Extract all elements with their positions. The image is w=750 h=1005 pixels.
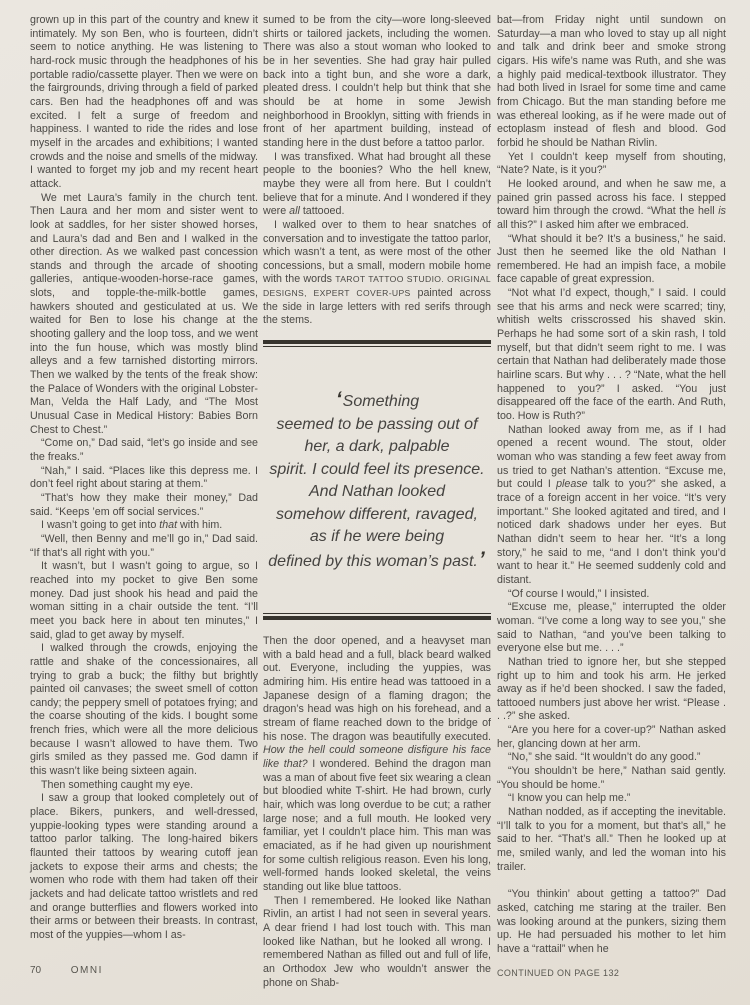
body-paragraph: “Excuse me, please,” interrupted the older woman. “I’ve come a long way to see you,” she said to Nathan, “and you’ve been talking to everyone else but me. . . .” xyxy=(497,601,726,655)
body-paragraph: It wasn’t, but I wasn’t going to argue, so I reached into my pocket to give Ben some money. Dad just shook his head and paid the woman sitting in a chair outside the tent. “I’ll meet you back here in about ten minutes,” I said, glad to get away by myself. xyxy=(30,560,258,641)
body-paragraph: “Well, then Benny and me’ll go in,” Dad said. “If that’s all right with you.” xyxy=(30,532,258,559)
body-paragraph: Nathan nodded, as if accepting the inevitable. “I’ll talk to you for a moment, but that’s all,” he said to her. “That’s all.” Then he looked up at me, smiled wanly, and led the woman into his trailer. xyxy=(497,806,726,873)
pull-quote-line: her, a dark, palpable xyxy=(304,438,450,456)
body-paragraph: grown up in this part of the country and knew it intimately. My son Ben, who is fourteen, didn’t seem to notice anything. He was listening to hard-rock music through the headphones of his portable radio/cassette player. Then we were on the fairgrounds, driving through a field of parked cars. Ben had the headphones off and was excited. I felt a surge of freedom and happiness. I wanted to ride the rides and lose myself in the arcades and exhibitions; I wanted crowds and the noise and smells of the midway. I wanted to forget my job and my recent heart attack. xyxy=(30,14,258,190)
footer-left xyxy=(30,965,103,976)
body-paragraph: Then I remembered. He looked like Nathan Rivlin, an artist I had not seen in several years. A dear friend I had lost touch with. This man looked like Nathan, but he looked all wrong. I remembered Nathan as filled out and full of life, an Orthodox Jew who wouldn’t answer the phone on Shab- xyxy=(263,894,491,989)
body-paragraph: Then something caught my eye. xyxy=(41,778,194,791)
pull-quote-line: seemed to be passing out of xyxy=(276,415,478,433)
body-paragraph: Nathan tried to ignore her, but she stepped right up to him and took his arm. He jerked away as if he’d been shocked. I saw the faded, tattooed numbers just above her wrist. “Please . . .?” she asked. xyxy=(497,655,726,723)
body-paragraph: I was transfixed. What had brought all these people to the boonies? Who the hell knew, maybe they were all from here. But I couldn’t believe that for a minute. And I wondered if they were all tattooed. xyxy=(263,150,491,218)
pull-quote-divider xyxy=(263,340,491,347)
body-paragraph: Nathan looked away from me, as if I had opened a recent wound. The stout, older woman who was standing a few feet away from us tried to get Nathan’s attention. “Excuse me, but could I please talk to you?” she asked, a trace of a foreign accent in her voice. “It’s very important.” She looked agitated and tired, and I noticed dark shadows under her eyes. But Nathan didn’t seem to hear her. “It’s a long story,” he said to me, “and I don’t think you’d want to hear it.” He seemed suddenly cold and distant. xyxy=(497,423,726,586)
text-column-2 xyxy=(263,14,491,990)
body-paragraph: “Are you here for a cover-up?” Nathan asked her, glancing down at her arm. xyxy=(497,724,726,750)
body-paragraph: He looked around, and when he saw me, a pained grin passed across his face. I stepped toward him through the crowd. “What the hell is all this?” I asked him after we embraced. xyxy=(497,177,726,231)
body-paragraph: “No,” she said. “It wouldn’t do any good.” xyxy=(508,751,701,764)
page-number: 70 xyxy=(30,965,42,976)
pull-quote-line: ‘Something xyxy=(335,388,420,412)
body-paragraph: “Come on,” Dad said, “let’s go inside and see the freaks.” xyxy=(30,437,258,463)
magazine-title: OMNI xyxy=(70,965,103,976)
body-paragraph: “Nah,” I said. “Places like this depress me. I don’t feel right about staring at them.” xyxy=(30,464,258,491)
body-paragraph: We met Laura’s family in the church tent. Then Laura and her mom and sister went to look at saddles, for her sister showed horses, and Laura’s dad and Ben and I walked in the other direction. As we walked past concession stands and through the arcade of shooting galleries, antique-wooden-horse-race games, slots, and topple-the-milk-bottle games, hawkers shouted and gesticulated at us. We waited for Ben to lose his change at the shooting gallery and the loop toss, and we went into the fun house, which was mostly blind alleys and a few tarnished distorting mirrors. Then we walked by the tents of the freak show: the Palace of Wonders with the original Lobster-Man, Velda the Half Lady, and “The Most Unusual Case in Medical History: Babies Born Chest to Chest.” xyxy=(30,191,258,436)
pull-quote-line: somehow different, ravaged, xyxy=(276,505,478,523)
pull-quote-line: defined by this woman’s past.’ xyxy=(268,547,485,571)
body-paragraph: I wasn’t going to get into that with him. xyxy=(41,519,223,532)
body-paragraph: Yet I couldn’t keep myself from shouting, “Nate? Nate, is it you?” xyxy=(497,150,726,177)
body-paragraph: I saw a group that looked completely out of place. Bikers, punkers, and well-dressed, yuppie-looking types were standing around a tattoo parlor talking. The long-haired bikers flaunted their tattoos by wearing cutoff jean jackets to expose their arms and chests; the women who rode with them had taken off their jackets and had delicate tattoo wristlets and red and orange butterflies and flowers worked into their arms or between their breasts. In contrast, most of the yuppies—whom I as- xyxy=(30,792,258,941)
text-column-1 xyxy=(30,14,258,943)
pull-quote-line: And Nathan looked xyxy=(308,483,446,501)
body-paragraph: I walked through the crowds, enjoying the rattle and shake of the concessionaires, all trying to grab a buck; the filthy but brightly painted oil canvases; the sweet smell of cotton candy; the peppery smell of potatoes frying; and the coarse shouting of the kids. I bought some french fries, which were all the more delicious because I wasn’t allowed to have them. Two girls smiled as they passed me. God damn if this wasn’t like being sixteen again. xyxy=(30,642,258,778)
pull-quote-line: spirit. I could feel its presence. xyxy=(269,460,485,478)
body-paragraph: “You shouldn’t be here,” Nathan said gently. “You should be home.” xyxy=(497,765,726,791)
body-paragraph: “You thinkin’ about getting a tattoo?” Dad asked, catching me staring at the trailer. Ben was looking around at the punkers, sizing them up. He had persuaded his mother to let him have a “rattail” when he xyxy=(497,888,726,955)
body-paragraph: bat—from Friday night until sundown on Saturday—a man who loved to stay up all night and talk and drink beer and smoke strong cigars. His wife’s name was Ruth, and she was a highly paid medical-textbook illustrator. They had both lived in Israel for some time and came from Chicago. But the man standing before me was ethereal looking, as if he were made out of ectoplasm instead of flesh and blood. God forbid he should be Nathan Rivlin. xyxy=(497,14,726,149)
body-paragraph: “Of course I would,” I insisted. xyxy=(508,587,650,600)
small-caps-signage-text: TAROT TATTOO STUDIO. ORIGINAL DESIGNS, EXPERT COVER-UPS xyxy=(263,274,492,299)
continued-notice: CONTINUED ON PAGE 132 xyxy=(497,968,620,978)
text-column-3 xyxy=(497,14,726,957)
body-paragraph: “That’s how they make their money,” Dad said. “Keeps ’em off social services.” xyxy=(30,491,258,518)
pull-quote-divider xyxy=(263,613,491,620)
open-quote-mark: ‘ xyxy=(335,388,342,412)
body-paragraph: Then the door opened, and a heavyset man with a bald head and a full, black beard walked out. Everyone, including the yuppies, was admiring him. His entire head was tattooed in a Japanese design of a flaming dragon; the dragon’s head was high on his forehead, and a stream of flame reached down to the bridge of his nose. The dragon was beautifully executed. How the hell could someone disfigure his face like that? I wondered. Behind the dragon man was a man of about five feet six wearing a clean but bloodied white T-shirt. He had brown, curly hair, which was long overdue to be cut; a rather large nose; and a full mouth. He looked very familiar, yet I couldn’t place him. This man was emaciated, as if he had given up nourishment for some cultish religious reason. Even his long, well-formed hands looked skeletal, the veins standing out like blue tattoos. xyxy=(263,635,491,893)
pull-quote xyxy=(263,347,491,613)
body-paragraph: I walked over to them to hear snatches of conversation and to investigate the tattoo parlor, which wasn’t a tent, as were most of the other concessions, but a small, modern mobile home with the words TAROT TATTOO STUDIO. ORIGINAL DESIGNS, EXPERT COVER-UPS painted across the side in large letters with red serifs through the stems. xyxy=(263,218,492,327)
body-paragraph: “Not what I’d expect, though,” I said. I could see that his arms and neck were scarred; tiny, whitish welts crisscrossed his shaved skin. Perhaps he had some sort of a skin rash, I told myself, but that didn’t seem right to me. I was certain that Nathan had deliberately made those hairline scars. But why . . . ? “Nate, what the hell happened to you?” I asked. “You just disappeared off the face of the earth. And Ruth, too. How is Ruth?” xyxy=(497,287,726,423)
body-paragraph: sumed to be from the city—wore long-sleeved shirts or tailored jackets, including the women. There was also a stout woman who looked to be in her seventies. She had gray hair pulled back into a tight bun, and she wore a dark, pleated dress. I couldn’t help but think that she should be at home in some Jewish neighborhood in Brooklyn, sitting with friends in front of her apartment building, instead of standing here in the dust before a tattoo parlor. xyxy=(263,14,491,149)
body-paragraph: “What should it be? It’s a business,” he said. Just then he seemed like the old Nathan I remembered. He had an impish face, a mobile face capable of great expression. xyxy=(497,232,726,286)
close-quote-mark: ’ xyxy=(478,547,485,571)
pull-quote-line: as if he were being xyxy=(309,528,445,546)
body-paragraph: “I know you can help me.” xyxy=(508,792,631,805)
